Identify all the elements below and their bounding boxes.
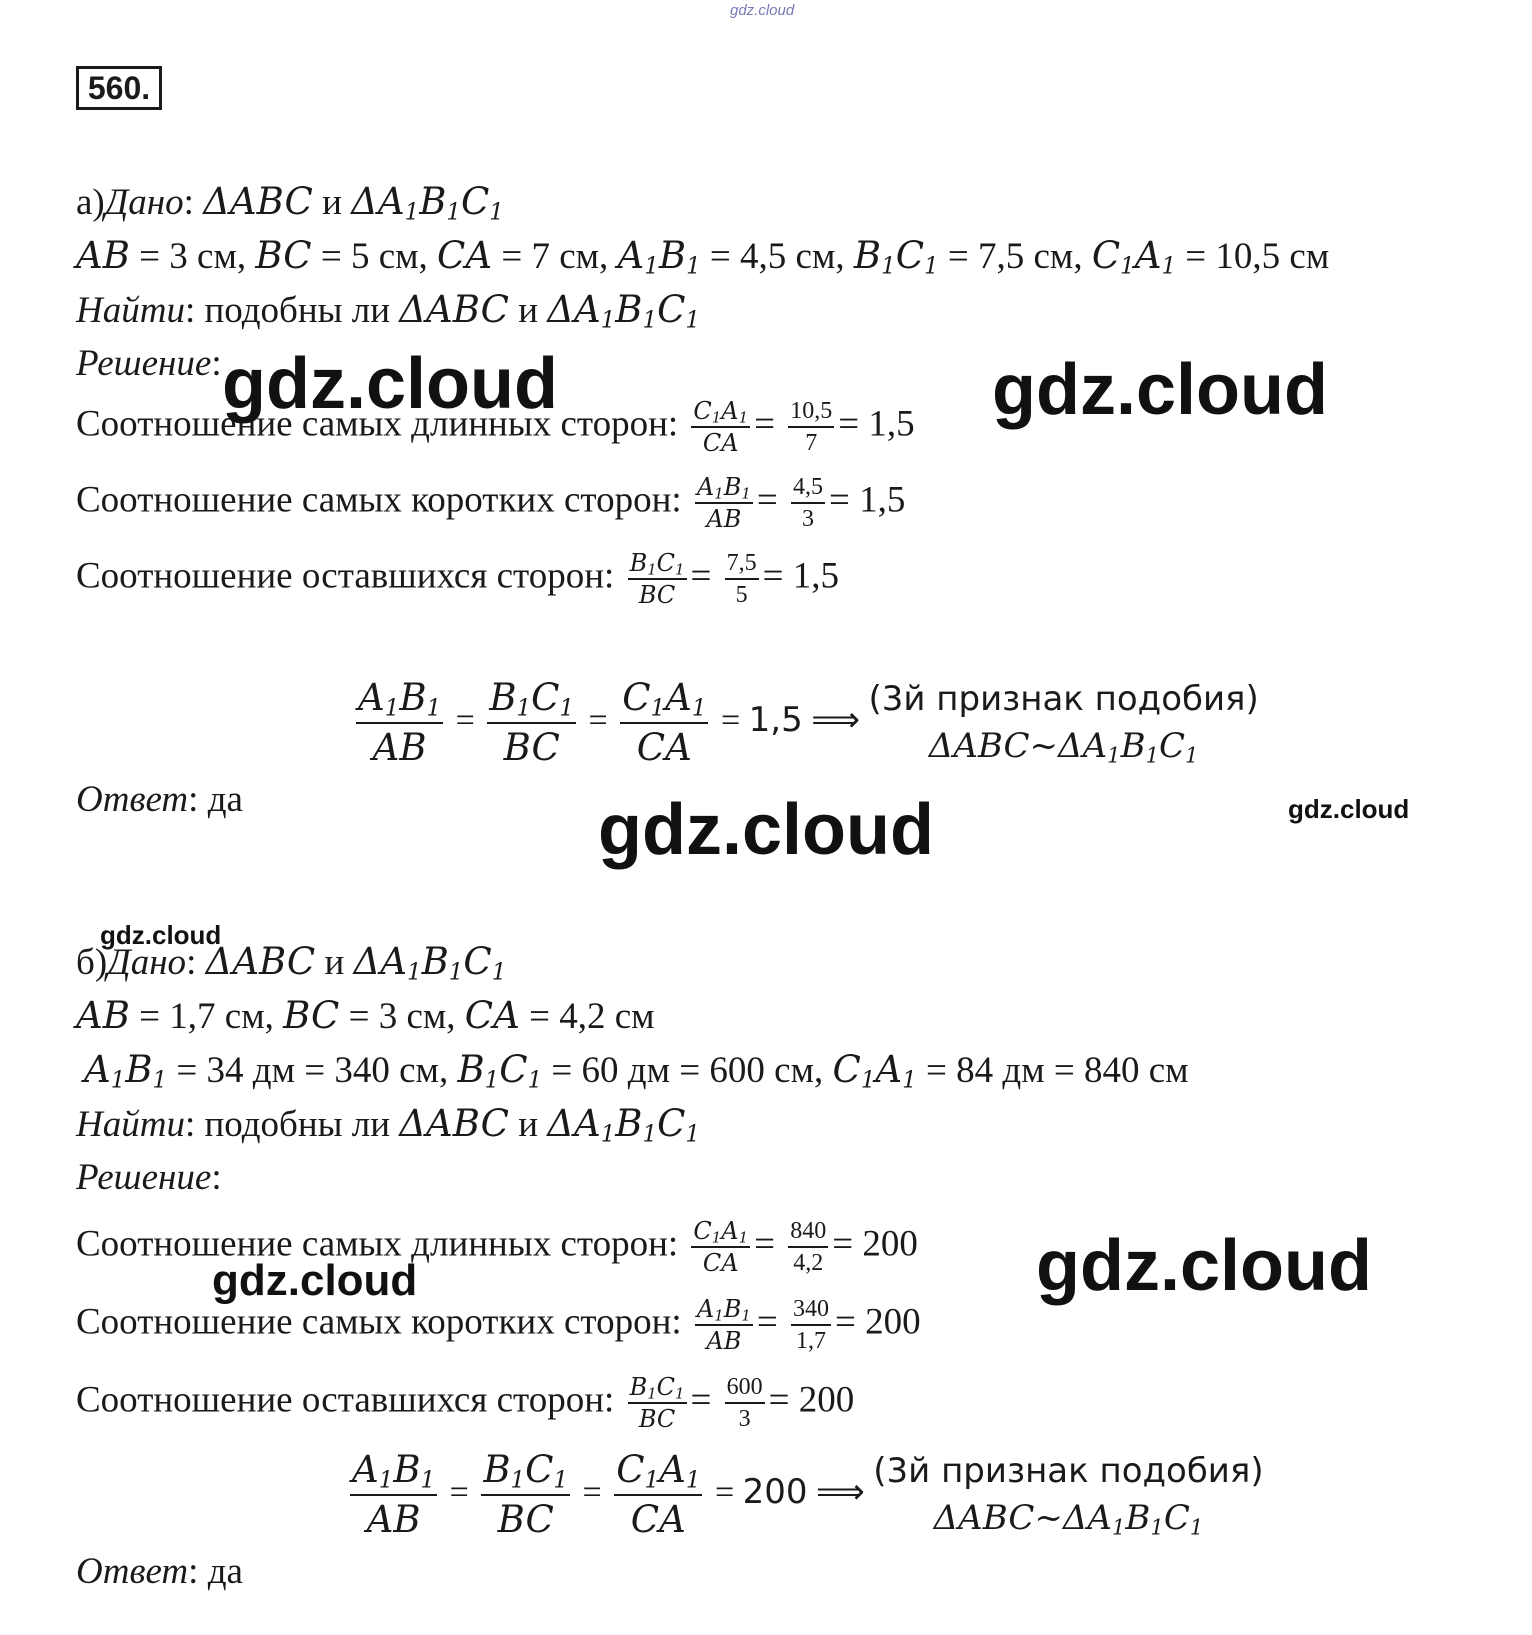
short-num: 4,5 bbox=[791, 474, 825, 504]
side-a1b1-dm: 34 дм bbox=[206, 1050, 295, 1091]
side-ab: 3 см bbox=[169, 236, 237, 277]
long-den: 7 bbox=[805, 430, 818, 456]
part-b-sides-2: $A_1B_1 = 34$ дм = 340 см, $B_1C_1 = 60$ дм = 600 см, $C_1A_1 = 84$ дм = 840 см bbox=[84, 1048, 1189, 1094]
side-a1b1-cm: 340 см bbox=[334, 1050, 439, 1091]
watermark: gdz.cloud bbox=[212, 1256, 418, 1305]
short-num: 340 bbox=[791, 1296, 831, 1326]
conj: и bbox=[322, 182, 342, 223]
triangle-abc: ΔABC bbox=[203, 180, 313, 223]
side-b1c1-dm: 60 дм bbox=[581, 1050, 671, 1091]
find-word: Найти bbox=[76, 1104, 185, 1145]
short-den: 3 bbox=[801, 506, 814, 532]
solution-word: Решение bbox=[76, 1157, 212, 1198]
ratio-value: 1,5 bbox=[868, 403, 915, 445]
part-a-sides: AB = 3 см, BC = 5 см, CA = 7 см, $A_1B_1 = 4,5$ см, $B_1C_1 = 7,5$ см, $C_1A_1 = 10,5$ см bbox=[76, 234, 1330, 280]
given-word: Дано bbox=[107, 942, 187, 983]
part-a-ratio-long: Соотношение самых длинных сторон: $\frac{C_1A_1}{CA}$ = $\frac{10,5}{7}$ = 1,5 bbox=[76, 397, 915, 457]
side-bc: 3 см bbox=[378, 996, 447, 1037]
watermark: gdz.cloud bbox=[1036, 1226, 1372, 1306]
watermark-top: gdz.cloud bbox=[730, 2, 795, 19]
criterion: (3й признак подобия) bbox=[873, 1451, 1264, 1491]
watermark: gdz.cloud bbox=[222, 344, 558, 424]
ratio-long-label: Соотношение самых длинных сторон: bbox=[76, 1223, 679, 1265]
part-b-solution-heading: Решение: bbox=[76, 1157, 222, 1198]
long-num: 840 bbox=[788, 1218, 828, 1248]
side-a1b1: 4,5 см bbox=[740, 236, 836, 277]
part-b-conclusion: $\frac{A_1B_1}{AB}$ = $\frac{B_1C_1}{BC}$ = $\frac{C_1A_1}{CA}$ = 200 ⟹ (3й признак подобия) $\Delta ABC\sim\Delta A_1B_1C_1$ bbox=[352, 1448, 1264, 1541]
part-b-given: б)Дано: ΔABC и $\Delta A_1B_1C_1$ bbox=[76, 940, 507, 986]
given-word: Дано bbox=[104, 182, 184, 223]
ratio-rest-label: Соотношение оставшихся сторон: bbox=[76, 555, 615, 597]
part-a-solution-heading: Решение: bbox=[76, 343, 222, 384]
ratio-short-label: Соотношение самых коротких сторон: bbox=[76, 479, 682, 521]
long-den: 4,2 bbox=[793, 1250, 824, 1276]
watermark: gdz.cloud bbox=[992, 350, 1328, 430]
conj: и bbox=[518, 290, 538, 331]
criterion: (3й признак подобия) bbox=[868, 679, 1259, 719]
triangle-a1b1c1: $\Delta A_1B_1C_1$ bbox=[351, 180, 504, 226]
solution-word: Решение bbox=[76, 343, 212, 384]
ratio-rest-label: Соотношение оставшихся сторон: bbox=[76, 1379, 615, 1421]
task-number: 560. bbox=[76, 66, 162, 110]
find-word: Найти bbox=[76, 290, 185, 331]
part-a-ratio-rest: Соотношение оставшихся сторон: $\frac{B_1C_1}{BC}$ = $\frac{7,5}{5}$ = 1,5 bbox=[76, 549, 840, 609]
rest-den: 3 bbox=[738, 1406, 751, 1432]
part-a-conclusion: $\frac{A_1B_1}{AB}$ = $\frac{B_1C_1}{BC}$ = $\frac{C_1A_1}{CA}$ = 1,5 ⟹ (3й признак подобия) $\Delta ABC\sim\Delta A_1B_1C_1$ bbox=[358, 676, 1259, 769]
find-text: подобны ли bbox=[204, 1104, 391, 1145]
watermark: gdz.cloud bbox=[1288, 794, 1410, 824]
part-b-ratio-long: Соотношение самых длинных сторон: $\frac{C_1A_1}{CA}$ = $\frac{840}{4,2}$ = 200 bbox=[76, 1217, 918, 1277]
ratio-short-label: Соотношение самых коротких сторон: bbox=[76, 1301, 682, 1343]
part-a-answer: Ответ: да bbox=[76, 779, 243, 820]
side-b1c1-cm: 600 см bbox=[709, 1050, 815, 1091]
rest-num: 7,5 bbox=[725, 550, 759, 580]
part-a-ratio-short: Соотношение самых коротких сторон: $\frac{A_1B_1}{AB}$ = $\frac{4,5}{3}$ = 1,5 bbox=[76, 473, 906, 533]
short-den: 1,7 bbox=[795, 1328, 826, 1354]
ratio-long-label: Соотношение самых длинных сторон: bbox=[76, 403, 679, 445]
ratio-value: 1,5 bbox=[792, 555, 840, 597]
part-b-ratio-rest: Соотношение оставшихся сторон: $\frac{B_1C_1}{BC}$ = $\frac{600}{3}$ = 200 bbox=[76, 1373, 855, 1433]
side-c1a1-cm: 840 см bbox=[1084, 1050, 1189, 1091]
answer-value: да bbox=[207, 1551, 243, 1592]
ratio-value: 1,5 bbox=[859, 479, 906, 521]
ratio-value: 1,5 bbox=[748, 699, 803, 740]
side-ca: 7 см bbox=[531, 236, 600, 277]
part-b-label: б) bbox=[76, 942, 108, 983]
ratio-value: 200 bbox=[862, 1223, 918, 1265]
watermark: gdz.cloud bbox=[100, 920, 222, 950]
side-ca: 4,2 см bbox=[559, 996, 655, 1037]
answer-word: Ответ bbox=[76, 779, 189, 820]
part-b-ratio-short: Соотношение самых коротких сторон: $\frac{A_1B_1}{AB}$ = $\frac{340}{1,7}$ = 200 bbox=[76, 1295, 921, 1355]
side-b1c1: 7,5 см bbox=[977, 236, 1074, 277]
conj: и bbox=[324, 942, 345, 983]
side-ab: 1,7 см bbox=[169, 996, 265, 1037]
part-b-sides-1: AB = 1,7 см, BC = 3 см, CA = 4,2 см bbox=[76, 994, 655, 1037]
rest-den: 5 bbox=[735, 582, 748, 608]
long-num: 10,5 bbox=[788, 398, 834, 428]
part-a-given: а)Дано: ΔABC и $\Delta A_1B_1C_1$ bbox=[76, 180, 504, 226]
part-a-label: а) bbox=[76, 182, 105, 223]
find-text: подобны ли bbox=[204, 290, 391, 331]
side-c1a1-dm: 84 дм bbox=[956, 1050, 1045, 1091]
rest-num: 600 bbox=[725, 1374, 765, 1404]
ratio-value: 200 bbox=[865, 1301, 921, 1343]
answer-value: да bbox=[207, 779, 243, 820]
side-c1a1: 10,5 см bbox=[1215, 236, 1330, 277]
part-a-find: Найти: подобны ли ΔABC и $\Delta A_1B_1C_1$ bbox=[76, 288, 700, 334]
conj: и bbox=[518, 1104, 538, 1145]
ratio-value: 200 bbox=[798, 1379, 855, 1421]
side-bc: 5 см bbox=[350, 236, 419, 277]
answer-word: Ответ bbox=[76, 1551, 189, 1592]
part-b-find: Найти: подобны ли ΔABC и $\Delta A_1B_1C_1$ bbox=[76, 1102, 700, 1148]
part-b-answer: Ответ: да bbox=[76, 1551, 243, 1592]
watermark: gdz.cloud bbox=[598, 790, 934, 870]
ratio-value: 200 bbox=[742, 1471, 808, 1512]
